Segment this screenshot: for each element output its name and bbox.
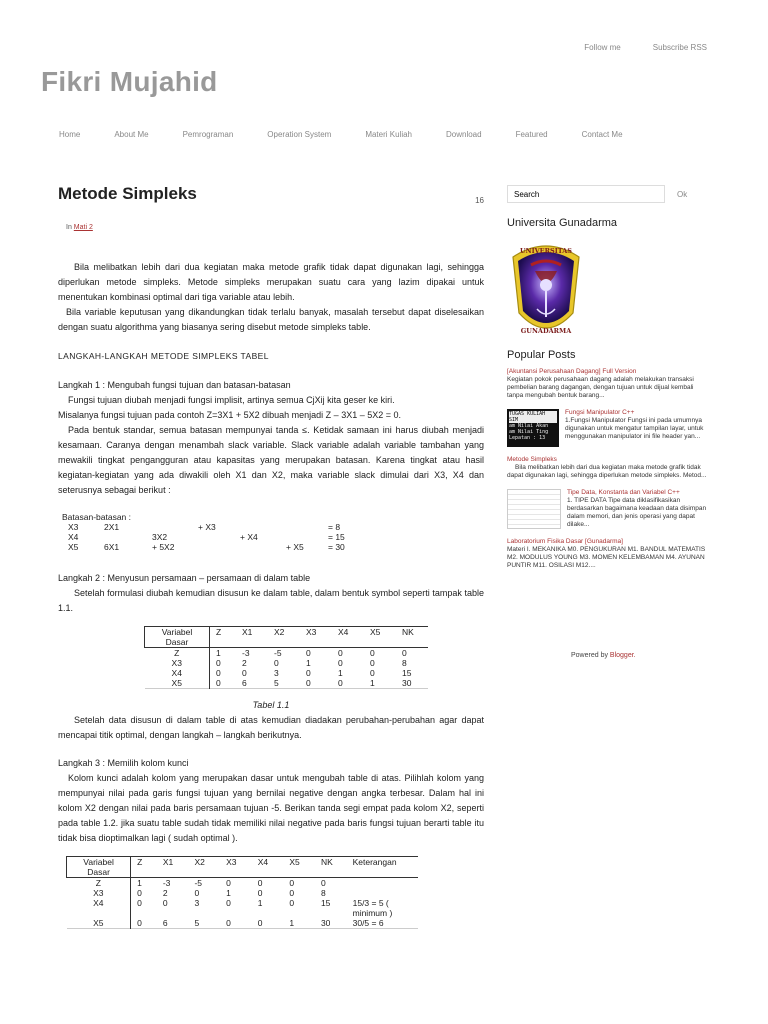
table-cell: -3: [162, 878, 171, 888]
batasan-cell: 2X1: [104, 522, 120, 532]
thumbnail-text: am Nilai Ting: [509, 429, 549, 435]
logo-text-top: UNIVERSITAS: [519, 247, 573, 255]
table-cell: 0: [402, 648, 407, 658]
popular-post-item: [507, 456, 707, 480]
table-header-cell: Keterangan: [347, 857, 418, 878]
table-2: [66, 856, 418, 929]
powered-prefix: Powered by: [571, 652, 608, 659]
batasan-cell: + X3: [198, 522, 216, 532]
table-cell: 0: [226, 878, 231, 888]
table-cell: 1: [226, 888, 231, 898]
popular-post-title[interactable]: Laboratorium Fisika Dasar [Gunadarma]: [507, 538, 623, 545]
batasan-cell: + 5X2: [152, 542, 175, 552]
paragraph: Setelah formulasi diubah kemudian disusun ke dalam table, dalam bentuk symbol seperti tampak table 1.1.: [58, 588, 484, 613]
table-cell: 0: [370, 668, 375, 678]
table-header-cell: NK: [396, 627, 428, 648]
batasan-cell: [286, 522, 328, 532]
table-cell: 30: [402, 678, 412, 688]
batasan-title: Batasan-batasan :: [62, 512, 131, 522]
table-cell: 5: [274, 678, 279, 688]
search-row: [507, 185, 707, 203]
batasan-rows: [68, 522, 484, 552]
popular-post-title[interactable]: Metode Simpleks: [507, 456, 557, 463]
batasan-cell: [286, 532, 328, 542]
table-cell: 2: [242, 658, 247, 668]
top-links: [584, 43, 707, 52]
logo-text-bottom: GUNADARMA: [520, 327, 572, 335]
follow-me-link[interactable]: Follow me: [584, 43, 621, 52]
popular-posts: [507, 368, 707, 570]
table-header-cell: X4: [332, 627, 364, 648]
batasan-block: [62, 512, 484, 552]
table-header-cell: Z: [210, 627, 237, 648]
table-cell: Z: [67, 878, 131, 889]
table-header-cell: X3: [220, 857, 252, 878]
table-cell: 0: [306, 648, 311, 658]
gunadarma-logo: [507, 239, 585, 339]
table-cell: X5: [67, 918, 131, 929]
post-body: [58, 260, 484, 929]
table-cell: 0: [257, 918, 263, 928]
table-cell: 0: [194, 888, 200, 898]
table-cell: X4: [67, 898, 131, 918]
main-nav: [59, 130, 657, 139]
widget-title-university: Universita Gunadarma: [507, 217, 618, 229]
table-cell: 0: [162, 898, 168, 908]
table-header-cell: NK: [315, 857, 347, 878]
popular-post-snippet: Materi I. MEKANIKA M0. PENGUKURAN M1. BANDUL MATEMATIS M2. MODULUS YOUNG M3. MOMEN KELEMBAMAN M4. AYUNAN PUNTIR M11. OSILASI M12....: [507, 546, 706, 569]
table-cell: X3: [67, 888, 131, 898]
post-label: [66, 220, 93, 235]
table-cell: 0: [226, 898, 231, 908]
table-cell: 0: [137, 918, 142, 928]
powered-by: [571, 652, 636, 659]
table-cell: 30/5 = 6: [352, 918, 384, 928]
popular-post-snippet: Bila melibatkan lebih dari dua kegiatan maka metode grafik tidak dapat digunakan lagi, sehingga diperlukan metode simpleks. Metod...: [507, 464, 707, 479]
table-cell: 0: [216, 668, 221, 678]
table-cell: 5: [194, 918, 200, 928]
batasan-cell: [198, 542, 240, 552]
batasan-cell: = 30: [328, 542, 345, 552]
table-cell: 15: [402, 668, 412, 678]
post-thumbnail[interactable]: [507, 409, 559, 447]
table-cell: 6: [162, 918, 168, 928]
table-cell: 3: [274, 668, 279, 678]
table-cell: 0: [257, 878, 263, 888]
table-caption: Tabel 1.1: [252, 700, 290, 710]
label-link[interactable]: Mati 2: [73, 224, 93, 231]
table-cell: 15: [320, 898, 331, 908]
table-cell: 6: [242, 678, 247, 688]
table-header-cell: Variabel Dasar: [67, 857, 131, 878]
table-header-cell: Variabel Dasar: [145, 627, 210, 648]
table-cell: 15/3 = 5 ( minimum ): [352, 898, 393, 918]
popular-post-title[interactable]: Fungsi Manipulator C++: [565, 409, 635, 416]
batasan-cell: 3X2: [152, 532, 168, 542]
table-cell: 1: [137, 878, 142, 888]
table-header-cell: X3: [300, 627, 332, 648]
table-row: [145, 658, 429, 668]
batasan-cell: X3: [68, 522, 79, 532]
subscribe-rss-link[interactable]: Subscribe RSS: [652, 43, 707, 52]
table-cell: 0: [338, 678, 343, 688]
table-cell: 0: [306, 678, 311, 688]
logo-image: [507, 239, 585, 343]
batasan-cell: = 8: [328, 522, 341, 532]
paragraph: Misalanya fungsi tujuan pada contoh Z=3X1 + 5X2 dibuah menjadi Z – 3X1 – 5X2 = 0.: [58, 410, 401, 420]
table-header-cell: X5: [283, 857, 315, 878]
table-cell: 1: [306, 658, 311, 668]
popular-post-title[interactable]: Tipe Data, Konstanta dan Variabel C++: [567, 489, 680, 496]
batasan-cell: [104, 532, 152, 542]
table-cell: X3: [145, 658, 210, 668]
table-cell: -5: [274, 648, 282, 658]
table-cell: 0: [289, 888, 295, 898]
paragraph-text: Bila melibatkan lebih dari dua kegiatan maka metode grafik tidak dapat digunakan lagi, sehingga diperlukan metode simpleks. Metode simpleks merupakan suatu cara yang lazim dipakai untuk menentukan kombinasi optimal dari tiga variable atau lebih.: [58, 262, 484, 302]
table-row: [145, 678, 429, 689]
table-cell: X4: [145, 668, 210, 678]
table-header-cell: X4: [252, 857, 284, 878]
batasan-cell: [240, 542, 286, 552]
table-cell: [347, 888, 418, 898]
table-header-row: [67, 857, 419, 878]
table-cell: [347, 878, 418, 889]
table-cell: 0: [257, 888, 263, 898]
paragraph-text: Bila variable keputusan yang dikandungkan tidak terlalu banyak, masalah tersebut dapat diselesaikan dengan suatu algorithma yang biasanya sering disebut metode simpleks table.: [58, 307, 484, 332]
table-header-cell: X1: [236, 627, 268, 648]
thumbnail-text: am Nilai Akan: [509, 423, 549, 429]
batasan-row: [68, 532, 484, 542]
table-cell: 1: [338, 668, 343, 678]
table-cell: 1: [289, 918, 295, 928]
blogger-link[interactable]: Blogger.: [609, 652, 636, 659]
batasan-cell: + X5: [286, 542, 304, 552]
table-row: [145, 668, 429, 678]
table-row: [67, 898, 419, 918]
label-prefix: In: [66, 224, 72, 231]
paragraph: Pada bentuk standar, semua batasan mempunyai tanda ≤. Ketidak samaan ini harus diubah menjadi kesamaan. Caranya dengan menambah slack variable. Slack variable adalah variable tambahan yang mewakili tingkat pengangguran atau kapasitas yang merupakan batasan. Karena tingkat atau hasil kegiatan-kegiatan yang ada diwakili oleh X1 dan X2, maka variable slack dimulai dari X3, X4 dan seterusnya sebagai berikut :: [58, 425, 484, 495]
nav-home[interactable]: Home: [59, 130, 81, 139]
table-cell: 0: [289, 878, 295, 888]
table-cell: 8: [402, 658, 407, 668]
table-cell: 3: [194, 898, 200, 908]
sidebar: [507, 185, 707, 579]
table-cell: Z: [145, 648, 210, 659]
table-header-cell: X2: [268, 627, 300, 648]
table-cell: 0: [216, 678, 221, 688]
table-cell: 0: [137, 898, 142, 908]
table-cell: 0: [370, 658, 375, 668]
table-cell: 1: [257, 898, 263, 908]
popular-post-item: [507, 368, 707, 400]
table-cell: 0: [289, 898, 295, 908]
table-header-cell: X1: [157, 857, 189, 878]
popular-post-item: [507, 489, 707, 529]
paragraph: [58, 771, 484, 846]
nav-operation-system[interactable]: Operation System: [267, 130, 332, 139]
table-cell: 0: [338, 648, 343, 658]
popular-post-snippet: Kegiatan pokok perusahaan dagang adalah melakukan transaksi pembelian barang dagangan, dengan tujuan untuk dijual kembali tanpa mengubah bentuk barang...: [507, 376, 694, 399]
site-title[interactable]: Fikri Mujahid: [41, 66, 218, 97]
batasan-cell: X4: [68, 532, 79, 542]
thumbnail-text: TUGAS KULIAH SIM: [509, 411, 557, 423]
nav-contact-me[interactable]: Contact Me: [581, 130, 623, 139]
step-3-title: Langkah 3 : Memilih kolom kunci: [58, 758, 189, 768]
table-header-row: [145, 627, 429, 648]
table-cell: 1: [370, 678, 375, 688]
batasan-cell: 6X1: [104, 542, 120, 552]
table-cell: 0: [306, 668, 311, 678]
widget-title-popular: Popular Posts: [507, 349, 576, 361]
table-cell: 1: [216, 648, 221, 658]
table-cell: 30: [320, 918, 331, 928]
table-cell: X5: [145, 678, 210, 689]
batasan-cell: [198, 532, 240, 542]
paragraph-text: Kolom kunci adalah kolom yang merupakan dasar untuk mengubah table di atas. Pilihlah kolom yang mempunyai nilai pada garis fungsi tujuan yang bernilai negative dengan angka terbesar. Dalam hal ini kolom X2 dengan nilai pada baris persamaan tujuan -5. Berikan tanda segi empat pada kolom X2, seperti pada table 1.2. jika suatu table sudah tidak memiliki nilai negative pada baris fungsi tujuan berarti table itu tidak bisa dioptimalkan lagi ( sudah optimal ).: [58, 773, 484, 843]
section-heading: LANGKAH-LANGKAH METODE SIMPLEKS TABEL: [58, 351, 269, 361]
batasan-row: [68, 522, 484, 532]
batasan-cell: [152, 522, 198, 532]
table-cell: 0: [216, 658, 221, 668]
table-cell: 0: [242, 668, 247, 678]
table-header-cell: X2: [188, 857, 220, 878]
thumbnail-text: Lepatan : 13: [509, 435, 546, 441]
popular-post-snippet: 1. TIPE DATA Tipe data diklasifikasikan berdasarkan bagaimana keadaan data disimpan dalam memori, dan jenis operasi yang dapat dilake...: [567, 497, 707, 528]
batasan-cell: [240, 522, 286, 532]
table-cell: 0: [338, 658, 343, 668]
paragraph: [58, 305, 484, 335]
nav-pemrograman[interactable]: Pemrograman: [182, 130, 234, 139]
batasan-cell: = 15: [328, 532, 345, 542]
table-cell: 0: [320, 878, 326, 888]
paragraph: Fungsi tujuan diubah menjadi fungsi implisit, artinya semua CjXij kita geser ke kiri.: [68, 395, 395, 405]
table-cell: -3: [242, 648, 250, 658]
popular-post-item: [507, 409, 707, 447]
table-cell: 2: [162, 888, 168, 898]
post-thumbnail[interactable]: [507, 489, 561, 529]
popular-post-snippet: 1.Fungsi Manipulator Fungsi ini pada umumnya digunakan untuk mengatur tampilan layar, untuk menggunakan manipulator ini file header yan...: [565, 417, 704, 440]
batasan-row: [68, 542, 484, 552]
step-2-title: Langkah 2 : Menyusun persamaan – persamaan di dalam table: [58, 573, 311, 583]
paragraph: [58, 260, 484, 305]
paragraph: Setelah data disusun di dalam table di atas kemudian diadakan perubahan-perubahan agar dapat mencapai titik optimal, dengan langkah – langkah berikutnya.: [58, 715, 484, 740]
table-row: [67, 918, 419, 929]
step-1-title: Langkah 1 : Mengubah fungsi tujuan dan batasan-batasan: [58, 380, 291, 390]
post-title[interactable]: Metode Simpleks: [58, 184, 197, 203]
popular-post-item: [507, 538, 707, 570]
popular-post-title[interactable]: [Akuntansi Perusahaan Dagang] Full Version: [507, 368, 637, 375]
nav-featured[interactable]: Featured: [515, 130, 548, 139]
nav-download[interactable]: Download: [446, 130, 482, 139]
table-cell: 8: [320, 888, 326, 898]
table-1: [144, 626, 428, 689]
table-cell: -5: [194, 878, 202, 888]
table-header-cell: X5: [364, 627, 396, 648]
comment-count[interactable]: 16: [475, 196, 484, 205]
search-button[interactable]: Ok: [677, 189, 688, 199]
search-input[interactable]: [507, 185, 665, 203]
table-cell: 0: [274, 658, 279, 668]
table-row: [67, 878, 419, 889]
table-cell: 0: [226, 918, 231, 928]
table-header-cell: Z: [131, 857, 157, 878]
table-row: [145, 648, 429, 659]
table-cell: 0: [370, 648, 375, 658]
table-cell: 0: [137, 888, 142, 898]
batasan-cell: + X4: [240, 532, 258, 542]
batasan-cell: X5: [68, 542, 79, 552]
table-row: [67, 888, 419, 898]
nav-about-me[interactable]: About Me: [114, 130, 149, 139]
nav-materi-kuliah[interactable]: Materi Kuliah: [365, 130, 412, 139]
